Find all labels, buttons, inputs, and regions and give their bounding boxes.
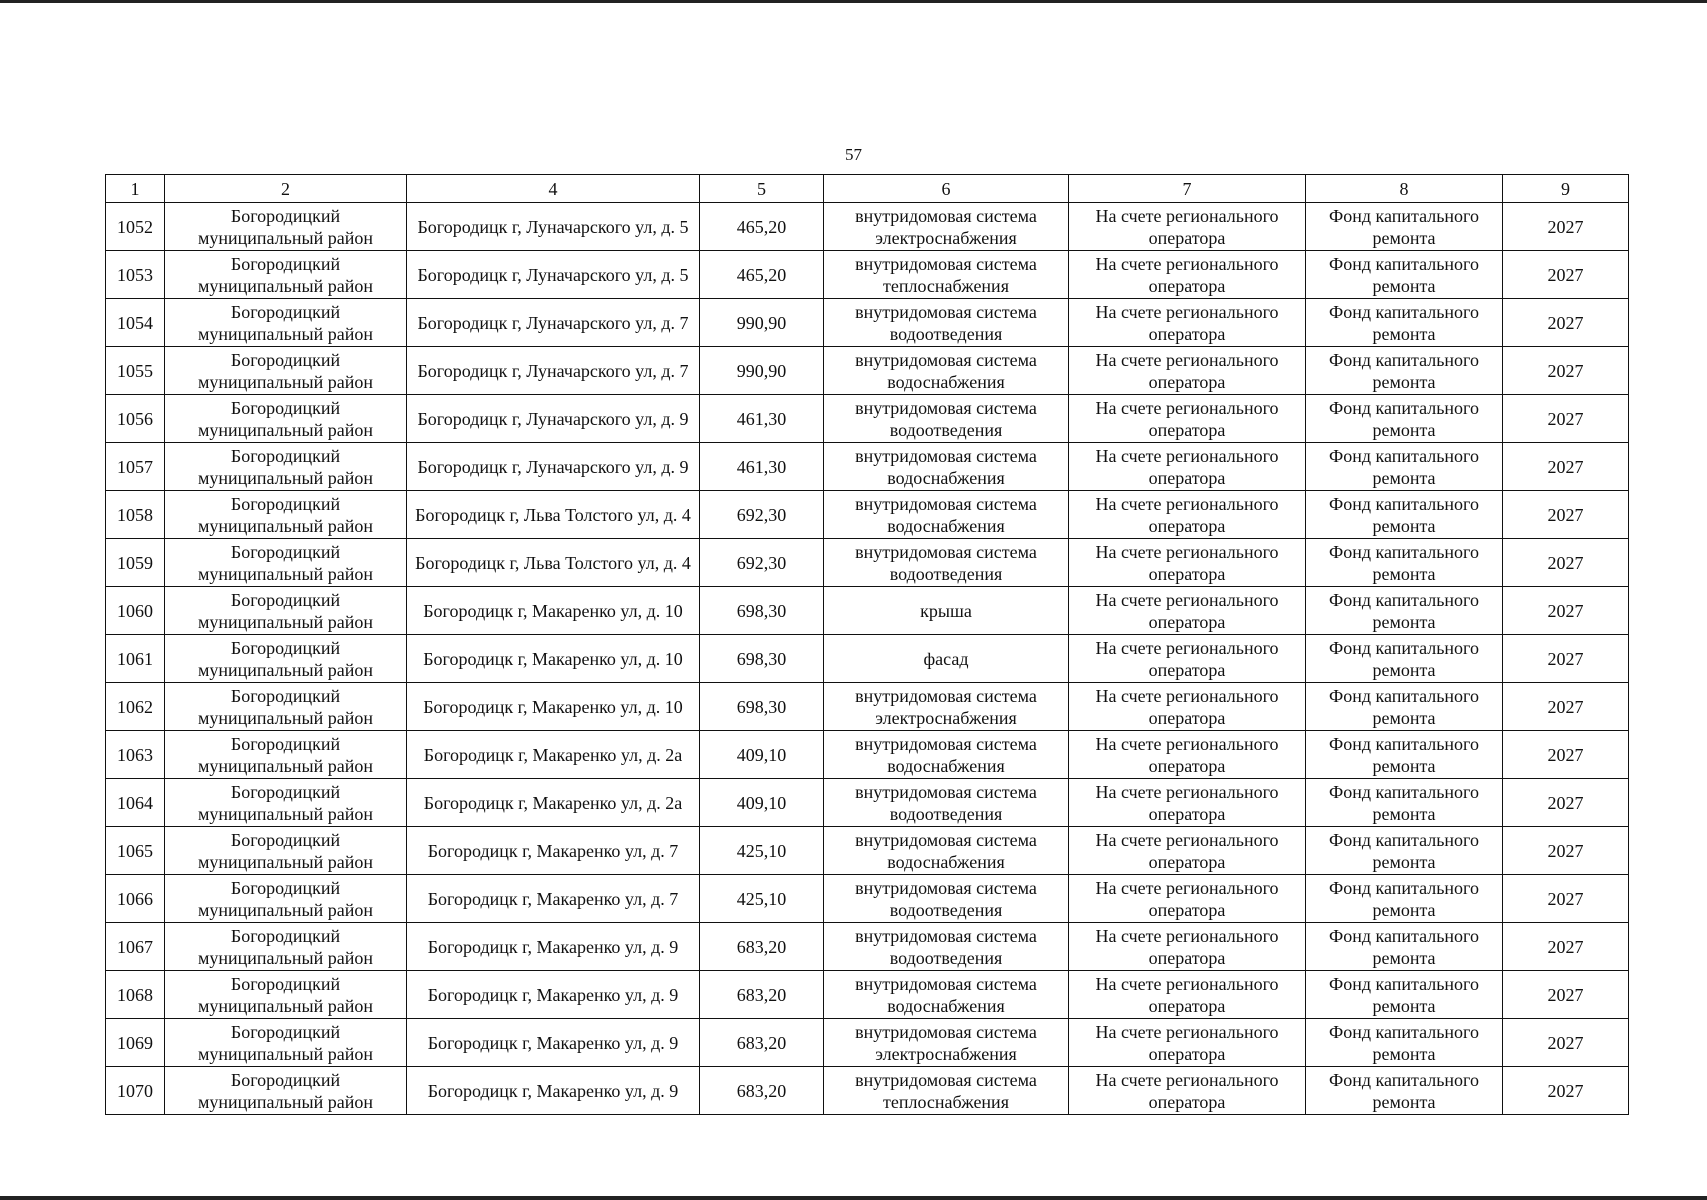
row-number-cell: 1069: [106, 1019, 165, 1067]
year-cell: 2027: [1503, 635, 1629, 683]
address-cell: Богородицк г, Макаренко ул, д. 10: [407, 635, 700, 683]
district-cell: Богородицкий муниципальный район: [165, 491, 407, 539]
column-header: 4: [407, 175, 700, 203]
column-header: 5: [700, 175, 824, 203]
table-row: [106, 347, 1629, 395]
work-type-cell: внутридомовая система теплоснабжения: [824, 1067, 1069, 1115]
district-cell: Богородицкий муниципальный район: [165, 923, 407, 971]
column-header: 6: [824, 175, 1069, 203]
work-type-cell: крыша: [824, 587, 1069, 635]
area-cell: 465,20: [700, 203, 824, 251]
address-cell: Богородицк г, Льва Толстого ул, д. 4: [407, 491, 700, 539]
row-number-cell: 1064: [106, 779, 165, 827]
fund-cell: Фонд капитального ремонта: [1306, 635, 1503, 683]
work-type-cell: внутридомовая система водоснабжения: [824, 443, 1069, 491]
area-cell: 409,10: [700, 731, 824, 779]
year-cell: 2027: [1503, 1019, 1629, 1067]
table-row: [106, 779, 1629, 827]
fund-cell: Фонд капитального ремонта: [1306, 731, 1503, 779]
fund-cell: Фонд капитального ремонта: [1306, 203, 1503, 251]
row-number-cell: 1061: [106, 635, 165, 683]
row-number-cell: 1053: [106, 251, 165, 299]
area-cell: 683,20: [700, 971, 824, 1019]
account-cell: На счете регионального оператора: [1069, 203, 1306, 251]
account-cell: На счете регионального оператора: [1069, 251, 1306, 299]
area-cell: 698,30: [700, 683, 824, 731]
fund-cell: Фонд капитального ремонта: [1306, 779, 1503, 827]
account-cell: На счете регионального оператора: [1069, 1019, 1306, 1067]
fund-cell: Фонд капитального ремонта: [1306, 587, 1503, 635]
district-cell: Богородицкий муниципальный район: [165, 443, 407, 491]
year-cell: 2027: [1503, 203, 1629, 251]
district-cell: Богородицкий муниципальный район: [165, 779, 407, 827]
year-cell: 2027: [1503, 875, 1629, 923]
area-cell: 692,30: [700, 491, 824, 539]
address-cell: Богородицк г, Макаренко ул, д. 9: [407, 923, 700, 971]
address-cell: Богородицк г, Луначарского ул, д. 5: [407, 251, 700, 299]
account-cell: На счете регионального оператора: [1069, 971, 1306, 1019]
row-number-cell: 1060: [106, 587, 165, 635]
work-type-cell: внутридомовая система водоотведения: [824, 395, 1069, 443]
address-cell: Богородицк г, Луначарского ул, д. 9: [407, 443, 700, 491]
work-type-cell: внутридомовая система водоснабжения: [824, 491, 1069, 539]
account-cell: На счете регионального оператора: [1069, 779, 1306, 827]
table-row: [106, 683, 1629, 731]
fund-cell: Фонд капитального ремонта: [1306, 1019, 1503, 1067]
year-cell: 2027: [1503, 347, 1629, 395]
row-number-cell: 1062: [106, 683, 165, 731]
account-cell: На счете регионального оператора: [1069, 731, 1306, 779]
column-header: 9: [1503, 175, 1629, 203]
work-type-cell: внутридомовая система водоотведения: [824, 299, 1069, 347]
fund-cell: Фонд капитального ремонта: [1306, 491, 1503, 539]
district-cell: Богородицкий муниципальный район: [165, 731, 407, 779]
table-row: [106, 443, 1629, 491]
account-cell: На счете регионального оператора: [1069, 443, 1306, 491]
row-number-cell: 1059: [106, 539, 165, 587]
account-cell: На счете регионального оператора: [1069, 539, 1306, 587]
account-cell: На счете регионального оператора: [1069, 395, 1306, 443]
area-cell: 461,30: [700, 395, 824, 443]
work-type-cell: фасад: [824, 635, 1069, 683]
work-type-cell: внутридомовая система теплоснабжения: [824, 251, 1069, 299]
work-type-cell: внутридомовая система водоснабжения: [824, 731, 1069, 779]
table-row: [106, 1019, 1629, 1067]
scan-edge-top: [0, 0, 1707, 3]
account-cell: На счете регионального оператора: [1069, 683, 1306, 731]
fund-cell: Фонд капитального ремонта: [1306, 539, 1503, 587]
fund-cell: Фонд капитального ремонта: [1306, 299, 1503, 347]
area-cell: 683,20: [700, 1019, 824, 1067]
district-cell: Богородицкий муниципальный район: [165, 299, 407, 347]
row-number-cell: 1067: [106, 923, 165, 971]
area-cell: 683,20: [700, 1067, 824, 1115]
scan-edge-bottom: [0, 1196, 1707, 1200]
address-cell: Богородицк г, Луначарского ул, д. 9: [407, 395, 700, 443]
district-cell: Богородицкий муниципальный район: [165, 635, 407, 683]
district-cell: Богородицкий муниципальный район: [165, 875, 407, 923]
table-row: [106, 491, 1629, 539]
area-cell: 409,10: [700, 779, 824, 827]
year-cell: 2027: [1503, 827, 1629, 875]
year-cell: 2027: [1503, 587, 1629, 635]
table-row: [106, 1067, 1629, 1115]
row-number-cell: 1066: [106, 875, 165, 923]
work-type-cell: внутридомовая система водоотведения: [824, 779, 1069, 827]
work-type-cell: внутридомовая система электроснабжения: [824, 683, 1069, 731]
row-number-cell: 1063: [106, 731, 165, 779]
table-row: [106, 875, 1629, 923]
work-type-cell: внутридомовая система электроснабжения: [824, 1019, 1069, 1067]
district-cell: Богородицкий муниципальный район: [165, 683, 407, 731]
address-cell: Богородицк г, Льва Толстого ул, д. 4: [407, 539, 700, 587]
area-cell: 990,90: [700, 347, 824, 395]
row-number-cell: 1052: [106, 203, 165, 251]
row-number-cell: 1065: [106, 827, 165, 875]
table-row: [106, 971, 1629, 1019]
district-cell: Богородицкий муниципальный район: [165, 539, 407, 587]
column-number-row: [106, 175, 1629, 203]
year-cell: 2027: [1503, 395, 1629, 443]
district-cell: Богородицкий муниципальный район: [165, 203, 407, 251]
account-cell: На счете регионального оператора: [1069, 1067, 1306, 1115]
row-number-cell: 1056: [106, 395, 165, 443]
register-table: [105, 174, 1629, 1115]
address-cell: Богородицк г, Макаренко ул, д. 9: [407, 971, 700, 1019]
address-cell: Богородицк г, Луначарского ул, д. 7: [407, 347, 700, 395]
address-cell: Богородицк г, Макаренко ул, д. 2а: [407, 779, 700, 827]
row-number-cell: 1054: [106, 299, 165, 347]
address-cell: Богородицк г, Макаренко ул, д. 7: [407, 875, 700, 923]
account-cell: На счете регионального оператора: [1069, 923, 1306, 971]
year-cell: 2027: [1503, 923, 1629, 971]
table-row: [106, 203, 1629, 251]
address-cell: Богородицк г, Луначарского ул, д. 7: [407, 299, 700, 347]
table-body: [106, 203, 1629, 1115]
fund-cell: Фонд капитального ремонта: [1306, 1067, 1503, 1115]
fund-cell: Фонд капитального ремонта: [1306, 251, 1503, 299]
fund-cell: Фонд капитального ремонта: [1306, 923, 1503, 971]
work-type-cell: внутридомовая система водоснабжения: [824, 971, 1069, 1019]
table-row: [106, 587, 1629, 635]
area-cell: 698,30: [700, 635, 824, 683]
area-cell: 692,30: [700, 539, 824, 587]
work-type-cell: внутридомовая система водоснабжения: [824, 827, 1069, 875]
address-cell: Богородицк г, Макаренко ул, д. 10: [407, 587, 700, 635]
district-cell: Богородицкий муниципальный район: [165, 395, 407, 443]
account-cell: На счете регионального оператора: [1069, 299, 1306, 347]
table-row: [106, 923, 1629, 971]
address-cell: Богородицк г, Макаренко ул, д. 10: [407, 683, 700, 731]
year-cell: 2027: [1503, 443, 1629, 491]
account-cell: На счете регионального оператора: [1069, 875, 1306, 923]
year-cell: 2027: [1503, 1067, 1629, 1115]
account-cell: На счете регионального оператора: [1069, 347, 1306, 395]
work-type-cell: внутридомовая система водоотведения: [824, 539, 1069, 587]
table-row: [106, 539, 1629, 587]
fund-cell: Фонд капитального ремонта: [1306, 971, 1503, 1019]
fund-cell: Фонд капитального ремонта: [1306, 395, 1503, 443]
row-number-cell: 1068: [106, 971, 165, 1019]
fund-cell: Фонд капитального ремонта: [1306, 443, 1503, 491]
account-cell: На счете регионального оператора: [1069, 491, 1306, 539]
column-header: 7: [1069, 175, 1306, 203]
account-cell: На счете регионального оператора: [1069, 635, 1306, 683]
table-row: [106, 731, 1629, 779]
year-cell: 2027: [1503, 491, 1629, 539]
year-cell: 2027: [1503, 731, 1629, 779]
fund-cell: Фонд капитального ремонта: [1306, 347, 1503, 395]
address-cell: Богородицк г, Макаренко ул, д. 9: [407, 1019, 700, 1067]
row-number-cell: 1057: [106, 443, 165, 491]
column-header: 2: [165, 175, 407, 203]
district-cell: Богородицкий муниципальный район: [165, 347, 407, 395]
area-cell: 465,20: [700, 251, 824, 299]
work-type-cell: внутридомовая система водоотведения: [824, 875, 1069, 923]
area-cell: 683,20: [700, 923, 824, 971]
address-cell: Богородицк г, Макаренко ул, д. 9: [407, 1067, 700, 1115]
district-cell: Богородицкий муниципальный район: [165, 251, 407, 299]
address-cell: Богородицк г, Луначарского ул, д. 5: [407, 203, 700, 251]
row-number-cell: 1070: [106, 1067, 165, 1115]
district-cell: Богородицкий муниципальный район: [165, 971, 407, 1019]
address-cell: Богородицк г, Макаренко ул, д. 7: [407, 827, 700, 875]
fund-cell: Фонд капитального ремонта: [1306, 827, 1503, 875]
area-cell: 425,10: [700, 827, 824, 875]
row-number-cell: 1055: [106, 347, 165, 395]
year-cell: 2027: [1503, 539, 1629, 587]
year-cell: 2027: [1503, 683, 1629, 731]
area-cell: 990,90: [700, 299, 824, 347]
area-cell: 698,30: [700, 587, 824, 635]
district-cell: Богородицкий муниципальный район: [165, 587, 407, 635]
work-type-cell: внутридомовая система водоотведения: [824, 923, 1069, 971]
district-cell: Богородицкий муниципальный район: [165, 1067, 407, 1115]
address-cell: Богородицк г, Макаренко ул, д. 2а: [407, 731, 700, 779]
table-row: [106, 251, 1629, 299]
work-type-cell: внутридомовая система электроснабжения: [824, 203, 1069, 251]
column-header: 1: [106, 175, 165, 203]
year-cell: 2027: [1503, 251, 1629, 299]
area-cell: 461,30: [700, 443, 824, 491]
column-header: 8: [1306, 175, 1503, 203]
row-number-cell: 1058: [106, 491, 165, 539]
table-row: [106, 827, 1629, 875]
district-cell: Богородицкий муниципальный район: [165, 1019, 407, 1067]
year-cell: 2027: [1503, 779, 1629, 827]
page-number: 57: [845, 145, 862, 164]
account-cell: На счете регионального оператора: [1069, 827, 1306, 875]
table-row: [106, 635, 1629, 683]
fund-cell: Фонд капитального ремонта: [1306, 683, 1503, 731]
account-cell: На счете регионального оператора: [1069, 587, 1306, 635]
district-cell: Богородицкий муниципальный район: [165, 827, 407, 875]
area-cell: 425,10: [700, 875, 824, 923]
year-cell: 2027: [1503, 299, 1629, 347]
table-row: [106, 395, 1629, 443]
year-cell: 2027: [1503, 971, 1629, 1019]
work-type-cell: внутридомовая система водоснабжения: [824, 347, 1069, 395]
table-row: [106, 299, 1629, 347]
fund-cell: Фонд капитального ремонта: [1306, 875, 1503, 923]
